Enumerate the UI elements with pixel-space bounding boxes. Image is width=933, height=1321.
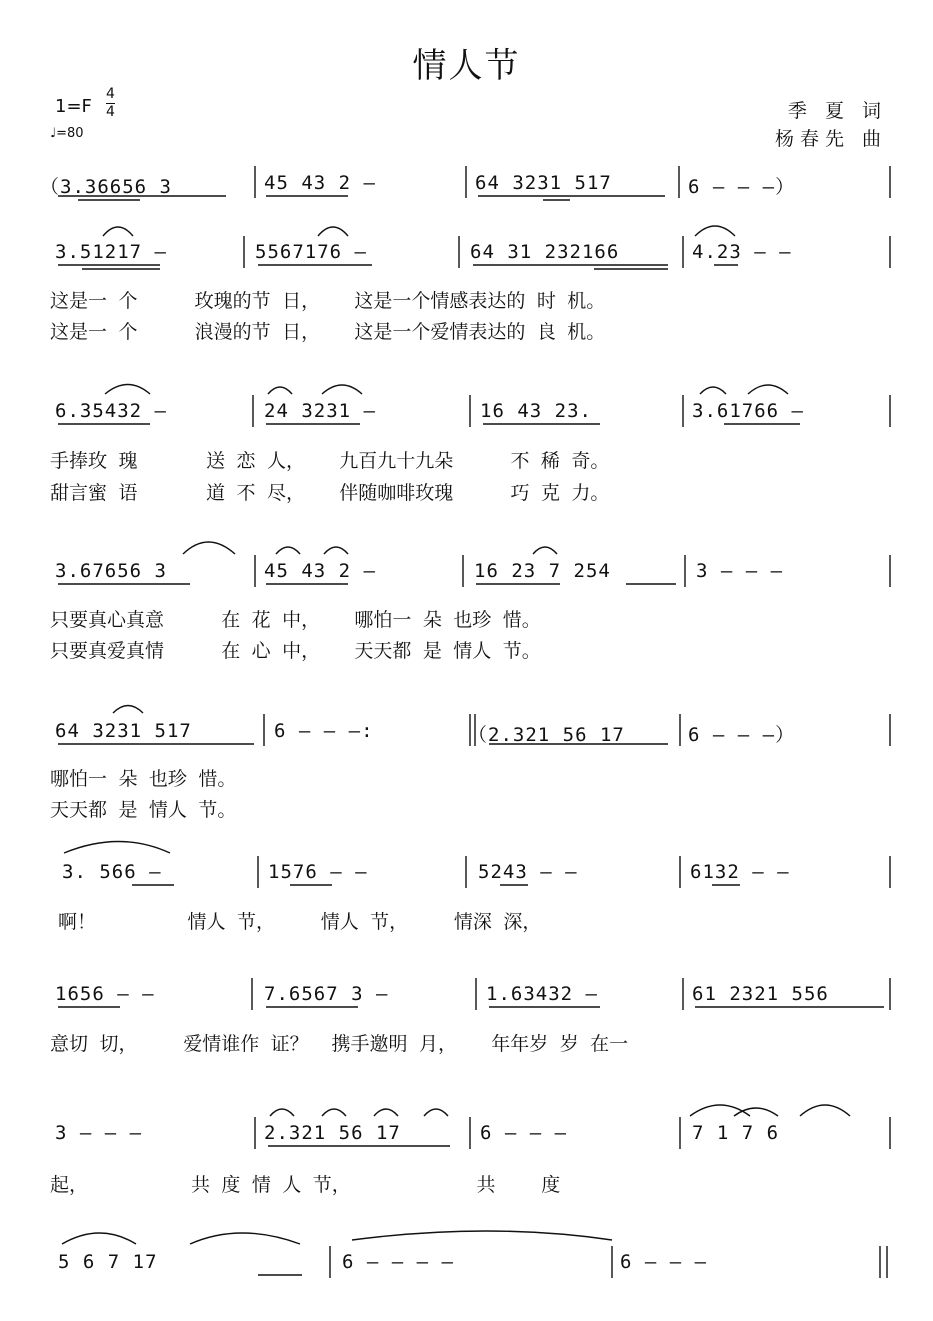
measure: 3. 566 – <box>62 861 162 883</box>
measure: （3.36656 3 <box>40 176 172 198</box>
measure: 6 – – – <box>480 1122 568 1144</box>
key-signature: 1=F <box>55 96 92 117</box>
measure: 6.35432 – <box>55 400 167 422</box>
measure: 4.23 – – <box>692 241 792 263</box>
measure: 6 – – –） <box>688 176 796 198</box>
lyrics-verse-1: 哪怕一 朵 也珍 惜。 <box>50 768 237 790</box>
lyricist-credit: 季 夏 词 <box>787 100 887 122</box>
song-title: 情人节 <box>412 46 521 86</box>
measure: 3.61766 – <box>692 400 804 422</box>
measure: 24 3231 – <box>264 400 376 422</box>
time-signature-denominator: 4 <box>106 104 115 120</box>
lyrics-verse-1: 啊！ 情人 节， 情人 节， 情深 深， <box>58 911 542 933</box>
lyrics-verse-1: 意切 切， 爱情谁作 证？ 携手邀明 月， 年年岁 岁 在一 <box>50 1033 629 1055</box>
measure: 64 3231 517 <box>475 172 612 194</box>
measure: 5243 – – <box>478 861 578 883</box>
lyrics-verse-2: 天天都 是 情人 节。 <box>50 799 237 821</box>
lyrics-verse-2: 这是一 个 浪漫的节 日， 这是一个爱情表达的 良 机。 <box>50 321 606 343</box>
measure: （2.321 56 17 <box>468 724 625 746</box>
measure: 5 6 7 17 <box>58 1251 158 1273</box>
measure: 64 31 232166 <box>470 241 620 263</box>
measure: 1.63432 – <box>486 983 598 1005</box>
measure: 3 – – – <box>696 560 784 582</box>
measure: 6 – – –: <box>274 720 374 742</box>
composer-credit: 杨春先 曲 <box>774 128 887 150</box>
time-signature-numerator: 4 <box>106 86 115 102</box>
measure: 5567176 – <box>255 241 367 263</box>
measure: 1576 – – <box>268 861 368 883</box>
measure: 3 – – – <box>55 1122 143 1144</box>
measure: 64 3231 517 <box>55 720 192 742</box>
measure: 16 23 7 254 <box>474 560 611 582</box>
lyrics-verse-2: 只要真爱真情 在 心 中， 天天都 是 情人 节。 <box>50 640 541 662</box>
measure: 3.67656 3 <box>55 560 167 582</box>
lyrics-verse-1: 只要真心真意 在 花 中， 哪怕一 朵 也珍 惜。 <box>50 609 541 631</box>
lyrics-verse-1: 这是一 个 玫瑰的节 日， 这是一个情感表达的 时 机。 <box>50 290 606 312</box>
tempo-marking: ♩=80 <box>50 126 84 141</box>
measure: 6 – – –） <box>688 724 796 746</box>
measure: 1656 – – <box>55 983 155 1005</box>
measure: 3.51217 – <box>55 241 167 263</box>
measure: 7.6567 3 – <box>264 983 389 1005</box>
time-signature <box>106 86 115 121</box>
lyrics-verse-2: 甜言蜜 语 道 不 尽， 伴随咖啡玫瑰 巧 克 力。 <box>50 482 610 504</box>
measure: 2.321 56 17 <box>264 1122 401 1144</box>
measure: 61 2321 556 <box>692 983 829 1005</box>
measure: 45 43 2 – <box>264 172 376 194</box>
measure: 6 – – – <box>620 1251 708 1273</box>
lyrics-verse-1: 起， 共 度 情 人 节， 共 度 <box>50 1174 561 1196</box>
measure: 7 1 7 6 <box>692 1122 780 1144</box>
lyrics-verse-1: 手捧玫 瑰 送 恋 人， 九百九十九朵 不 稀 奇。 <box>50 450 610 472</box>
measure: 6 – – – – <box>342 1251 454 1273</box>
measure: 6132 – – <box>690 861 790 883</box>
measure: 16 43 23. <box>480 400 592 422</box>
measure: 45 43 2 – <box>264 560 376 582</box>
